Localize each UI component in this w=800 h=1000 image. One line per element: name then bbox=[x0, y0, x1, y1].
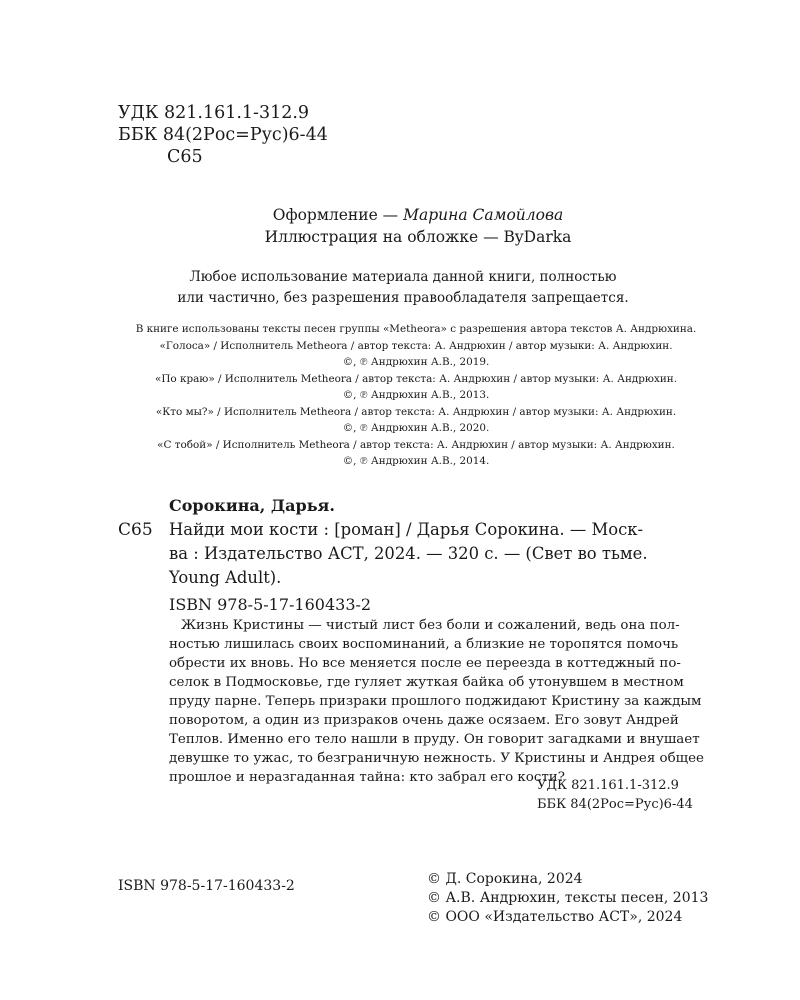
copyright-line: © А.В. Андрюхин, тексты песен, 2013 bbox=[427, 890, 709, 906]
designer-name: Марина Самойлова bbox=[403, 206, 564, 224]
warning-line: Любое использование материала данной книги, полностью bbox=[189, 269, 617, 285]
song-line: «Кто мы?» / Исполнитель Metheora / автор текста: А. Андрюхин / автор музыки: А. Андрюхин. bbox=[155, 405, 677, 418]
record-udk: УДК 821.161.1-312.9 bbox=[537, 778, 679, 793]
song-line: «С тобой» / Исполнитель Metheora / автор текста: А. Андрюхин / автор музыки: А. Андрюхин. bbox=[157, 438, 675, 451]
song-line: «По краю» / Исполнитель Metheora / автор текста: А. Андрюхин / автор музыки: А. Андрюхин. bbox=[154, 372, 677, 385]
record-classification bbox=[537, 776, 693, 814]
copyright-line: © ООО «Издательство АСТ», 2024 bbox=[427, 909, 683, 925]
record-bbk: ББК 84(2Рос=Рус)6-44 bbox=[537, 797, 693, 812]
annotation-line: прошлое и неразгаданная тайна: кто забрал его кости? bbox=[169, 770, 565, 785]
classification-block bbox=[118, 102, 328, 168]
copyright-line: © Д. Сорокина, 2024 bbox=[427, 871, 583, 887]
record-isbn: ISBN 978-5-17-160433-2 bbox=[169, 595, 372, 614]
annotation-line: ностью лишилась своих воспоминаний, а близкие не торопятся помочь bbox=[169, 637, 679, 652]
record-code: С65 bbox=[118, 520, 153, 540]
design-label: Оформление — bbox=[272, 206, 404, 224]
record-author: Сорокина, Дарья. bbox=[169, 496, 335, 515]
description-line: ва : Издательство АСТ, 2024. — 320 с. — (Свет во тьме. bbox=[169, 544, 648, 563]
annotation-line: поворотом, а один из призраков очень даже осязаем. Его зовут Андрей bbox=[169, 713, 679, 728]
song-line: ©, ℗ Андрюхин А.В., 2013. bbox=[342, 389, 490, 401]
copyright-warning bbox=[0, 267, 800, 309]
footer-isbn: ISBN 978-5-17-160433-2 bbox=[118, 878, 295, 894]
annotation-line: пруду парне. Теперь призраки прошлого поджидают Кристину за каждым bbox=[169, 694, 702, 709]
udk-code: УДК 821.161.1-312.9 bbox=[118, 103, 310, 123]
song-line: ©, ℗ Андрюхин А.В., 2014. bbox=[342, 455, 490, 467]
credits-block bbox=[0, 204, 800, 248]
song-credits bbox=[0, 321, 800, 470]
design-credit bbox=[0, 204, 800, 226]
warning-line: или частично, без разрешения правообладателя запрещается. bbox=[177, 290, 629, 306]
description-line: Найди мои кости : [роман] / Дарья Сорокина. — Моск- bbox=[169, 520, 644, 539]
song-line: «Голоса» / Исполнитель Metheora / автор текста: А. Андрюхин / автор музыки: А. Андрюхин. bbox=[159, 339, 673, 352]
annotation-line: девушке то ужас, то безграничную нежность. У Кристины и Андрея общее bbox=[169, 751, 704, 766]
author-mark: С65 bbox=[167, 147, 203, 167]
annotation-line: Теплов. Именно его тело нашли в пруду. Он говорит загадками и внушает bbox=[169, 732, 700, 747]
bbk-code: ББК 84(2Рос=Рус)6-44 bbox=[118, 125, 328, 145]
annotation bbox=[169, 616, 715, 787]
annotation-line: Жизнь Кристины — чистый лист без боли и сожалений, ведь она пол- bbox=[181, 618, 680, 633]
copyright-notices bbox=[427, 870, 708, 927]
annotation-line: селок в Подмосковье, где гуляет жуткая байка об утонувшем в местном bbox=[169, 675, 684, 690]
song-line: ©, ℗ Андрюхин А.В., 2020. bbox=[342, 422, 490, 434]
song-line: В книге использованы тексты песен группы «Metheora» с разрешения автора текстов А. Андрюхина. bbox=[135, 323, 697, 335]
song-line: ©, ℗ Андрюхин А.В., 2019. bbox=[342, 356, 490, 368]
illustration-credit: Иллюстрация на обложке — ByDarka bbox=[264, 228, 572, 246]
description-line: Young Adult). bbox=[169, 568, 282, 587]
bibliographic-description bbox=[169, 518, 715, 590]
annotation-line: обрести их вновь. Но все меняется после ее переезда в коттеджный по- bbox=[169, 656, 681, 671]
